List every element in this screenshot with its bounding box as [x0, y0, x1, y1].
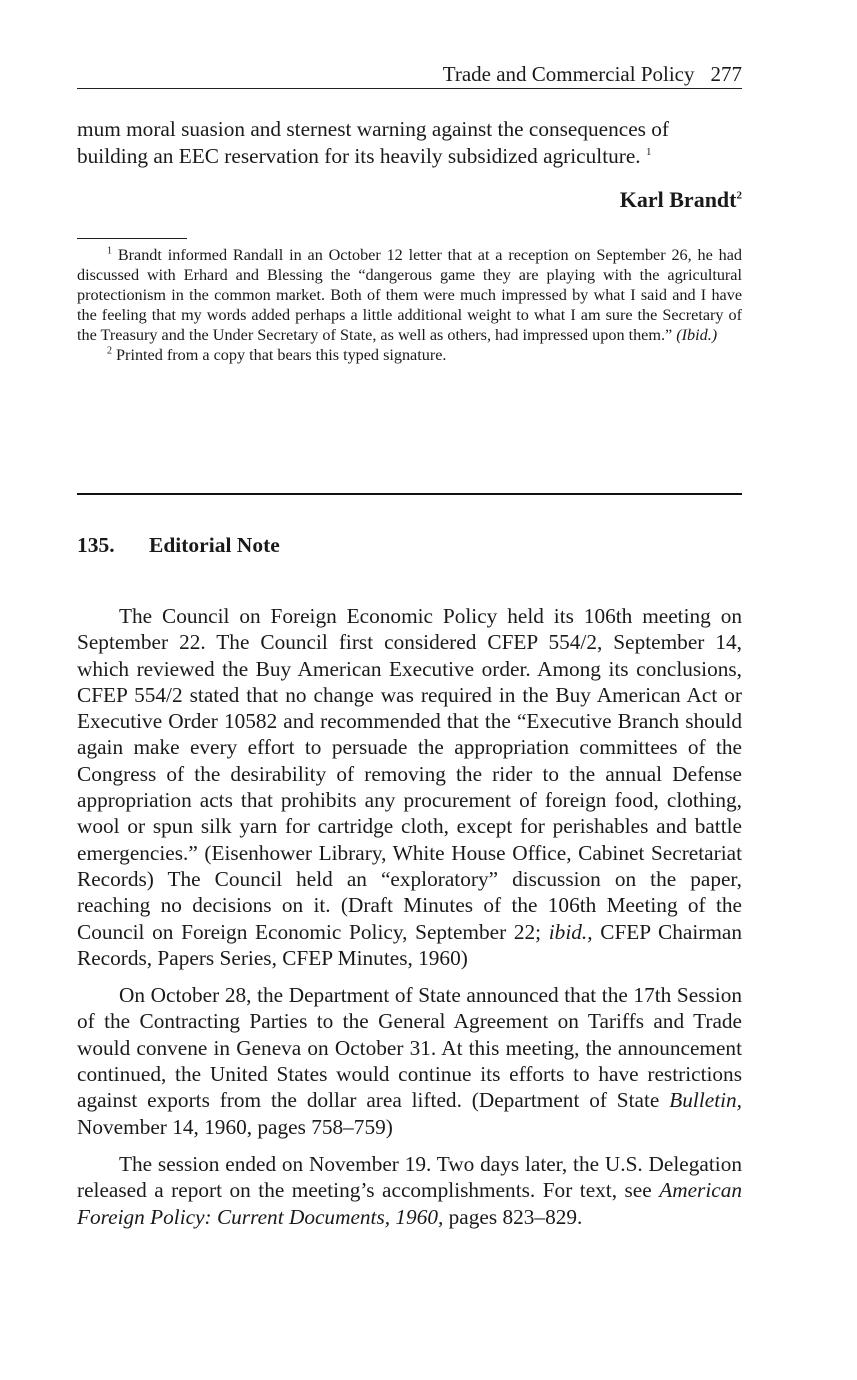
paragraph-2: On October 28, the Department of State announced that the 17th Session of the Contracting Parties to the General Agreement on Tariffs and Trade would convene in Geneva on October 31. At this meeting, the announcement continued, the United States would continue its efforts to have restrictions against exports from the dollar area lifted. (Department of State Bulletin, November 14, 1960, pages 758–759): [77, 983, 743, 1139]
footnote-ref-1: 1: [645, 145, 652, 158]
ibid-citation: ibid.,: [548, 919, 593, 944]
section-title: Editorial Note: [149, 533, 280, 557]
running-head-title: Trade and Commercial Policy: [442, 62, 695, 86]
signature: [620, 186, 742, 214]
footnote-marker-1: 1: [107, 245, 112, 257]
footnotes: [77, 245, 742, 365]
footnote-2-text: Printed from a copy that bears this typed signature.: [116, 346, 447, 364]
paragraph-3: The session ended on November 19. Two days later, the U.S. Delegation released a report on the meeting’s accomplishments. For text, see American Foreign Policy: Current Documents, 1960, pages 823–829.: [77, 1151, 742, 1229]
header-rule: [77, 88, 742, 89]
continuation-line-2: building an EEC reservation for its heavily subsidized agriculture. $^1$: [77, 143, 652, 168]
editorial-note-body: [77, 603, 742, 1230]
afp-citation: American Foreign Policy: Current Documents, 1960,: [77, 1178, 742, 1229]
section-heading: [77, 531, 742, 559]
paragraph-1: The Council on Foreign Economic Policy held its 106th meeting on September 22. The Council first considered CFEP 554/2, September 14, which reviewed the Buy American Executive order. Among its conclusions, CFEP 554/2 stated that no change was required in the Buy American Act or Executive Order 10582 and recommended that the “Executive Branch should again make every effort to persuade the appropriation committees of the Congress of the desirability of removing the rider to the annual Defense appropriation acts that prohibits any procurement of foreign food, clothing, wool or spun silk yarn for cartridge cloth, except for perishables and battle emergencies.” (Eisenhower Library, White House Office, Cabinet Secretariat Records) The Council held an “exploratory” discussion on the paper, reaching no decisions on it. (Draft Minutes of the 106th Meeting of the Council on Foreign Economic Policy, September 22; ibid., CFEP Chairman Records, Papers Series, CFEP Minutes, 1960): [77, 604, 743, 970]
running-head: [77, 60, 742, 88]
bulletin-citation: Bulletin,: [669, 1088, 743, 1113]
footnote-marker-2: 2: [107, 345, 112, 357]
continuation-line-1: mum moral suasion and sternest warning against the consequences of: [77, 117, 670, 141]
signature-name: Karl Brandt: [619, 187, 737, 212]
section-number: 135.: [77, 533, 115, 557]
page-number: 277: [710, 62, 742, 86]
section-rule: [77, 493, 742, 495]
footnote-ref-2: 2: [736, 189, 742, 202]
footnote-rule: [77, 238, 187, 239]
footnote-1-ibid: (Ibid.): [676, 326, 718, 344]
footnote-1: [77, 245, 742, 345]
continuation-text: [77, 116, 742, 169]
footnote-2: [77, 345, 742, 365]
footnote-1-text: Brandt informed Randall in an October 12 letter that at a reception on September 26, he had discussed with Erhard and Blessing the “dangerous game they are playing with the agricultural protectionism in the common market. Both of them were much impressed by what I said and I have the feeling that my words added perhaps a little additional weight to what I am sure the Secretary of the Treasury and the Under Secretary of State, as well as others, had impressed upon them.”: [77, 246, 742, 344]
